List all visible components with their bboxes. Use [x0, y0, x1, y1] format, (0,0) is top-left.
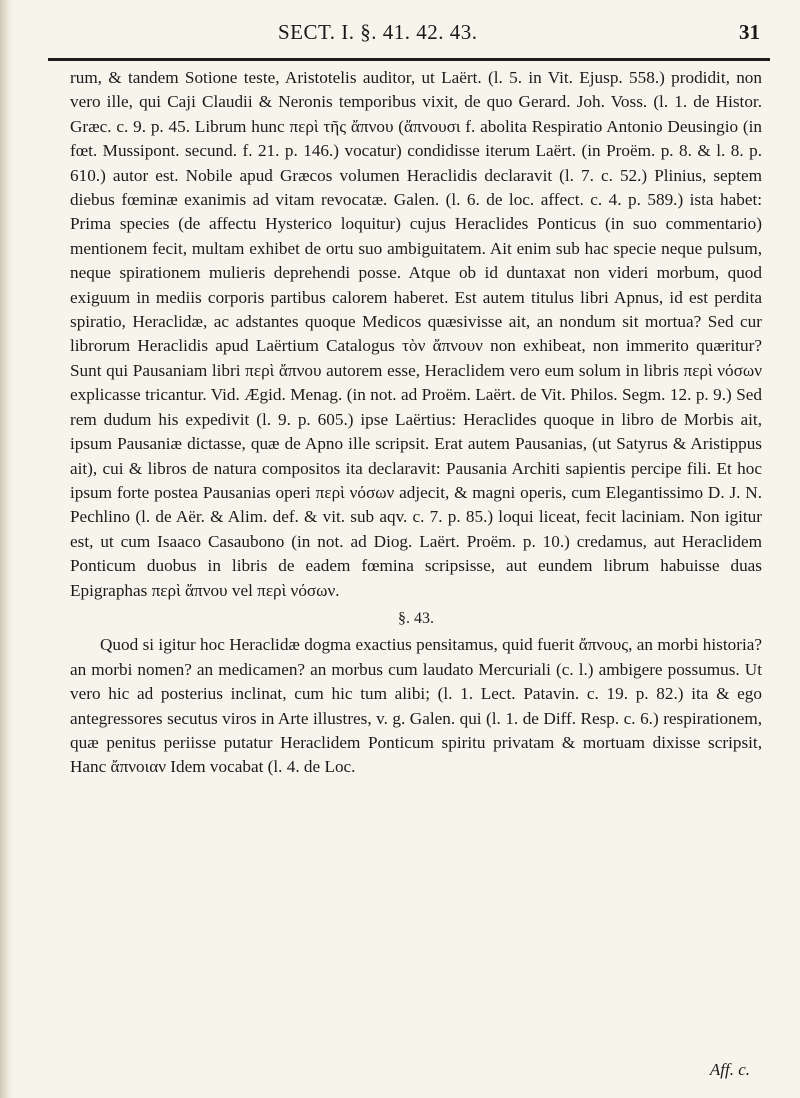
catch-word: Aff. c.: [709, 1060, 750, 1079]
running-head: SECT. I. §. 41. 42. 43.: [278, 20, 478, 44]
body-text: [70, 66, 762, 780]
page-header: [60, 10, 760, 54]
binding-shadow: [0, 0, 14, 1098]
paragraph-1: rum, & tandem Sotione teste, Aristotelis auditor, ut Laërt. (l. 5. in Vit. Ejusp. 558.) prodidit, non vero ille, qui Caji Claudii & Neronis temporibus vixit, de quo Gerard. Joh. Voss. (l. 1. de Histor. Græc. c. 9. p. 45. Librum hunc περὶ τῆς ἄπνου (ἄπνουσι f. abolita Respiratio Antonio Deusingio (in fœt. Mussipont. secund. f. 21. p. 146.) vocatur) condidisse iterum Laërt. (in Proëm. p. 8. & l. 8. p. 610.) autor est. Nobile apud Græcos volumen Heraclidis declaravit (l. 7. c. 52.) Plinius, septem diebus fœminæ exanimis ad vitam revocatæ. Galen. (l. 6. de loc. affect. c. 4. p. 589.) ista habet: Prima species (de affectu Hysterico loquitur) cujus Heraclides Ponticus (in suo commentario) mentionem fecit, multam exhibet de ortu suo ambiguitatem. Ait enim sub hac specie neque pulsum, neque spirationem mulieris deprehendi posse. Atque ob id duntaxat non videri morbum, quod exiguum in mediis corporis partibus calorem haberet. Est autem titulus libri Apnus, id est perdita spiratio, Heraclidæ, ac adstantes quoque Medicos quæsivisse ait, an nondum sit mortua? Sed cur librorum Heraclidis apud Laërtium Catalogus τὸν ἄπνουν non exhibeat, non immerito quæritur? Sunt qui Pausaniam libri περὶ ἄπνου autorem esse, Heraclidem vero eum solum in libris περὶ νόσων explicasse tricantur. Vid. Ægid. Menag. (in not. ad Proëm. Laërt. de Vit. Philos. Segm. 12. p. 9.) Sed rem dudum his expedivit (l. 9. p. 605.) ipse Laërtius: Heraclides quoque in libro de Morbis ait, ipsum Pausaniæ dictasse, quæ de Apno ille scripsit. Erat autem Pausanias, (ut Satyrus & Aristippus ait), cui & libros de natura compositos ita declaravit: Pausania Architi sapientis percipe fili. Et hoc ipsum forte postea Pausanias operi περὶ νόσων adjecit, & magni operis, cum Elegantissimo D. J. N. Pechlino (l. de Aër. & Alim. def. & vit. sub aqv. c. 7. p. 85.) loqui liceat, fecit laciniam. Non igitur est, ut cum Isaaco Casaubono (in not. ad Diog. Laërt. Proëm. p. 10.) credamus, aut Heraclidem Ponticum duobus in libris de eadem fœmina scripsisse, aut eundem librum habuisse duas Epigraphas περὶ ἄπνου vel περὶ νόσων.: [70, 68, 762, 600]
section-mark: §. 43.: [398, 609, 434, 627]
page-number: 31: [739, 20, 760, 44]
header-rule: [48, 58, 770, 61]
paragraph-2: Quod si igitur hoc Heraclidæ dogma exactius pensitamus, quid fuerit ἄπνους, an morbi historia? an morbi nomen? an medicamen? an morbus cum laudato Mercuriali (c. l.) ambigere possumus. Ut vero hic ad posterius inclinat, cum hic tum alibi; (l. 1. Lect. Patavin. c. 19. p. 82.) ita & ego antegressores secutus viros in Arte illustres, v. g. Galen. qui (l. 1. de Diff. Resp. c. 6.) respirationem, quæ penitus periisse putatur Heraclidem Ponticum spiritu privatam & mortuam dixisse scripsit, Hanc ἄπνοιαν Idem vocabat (l. 4. de Loc.: [70, 635, 762, 777]
